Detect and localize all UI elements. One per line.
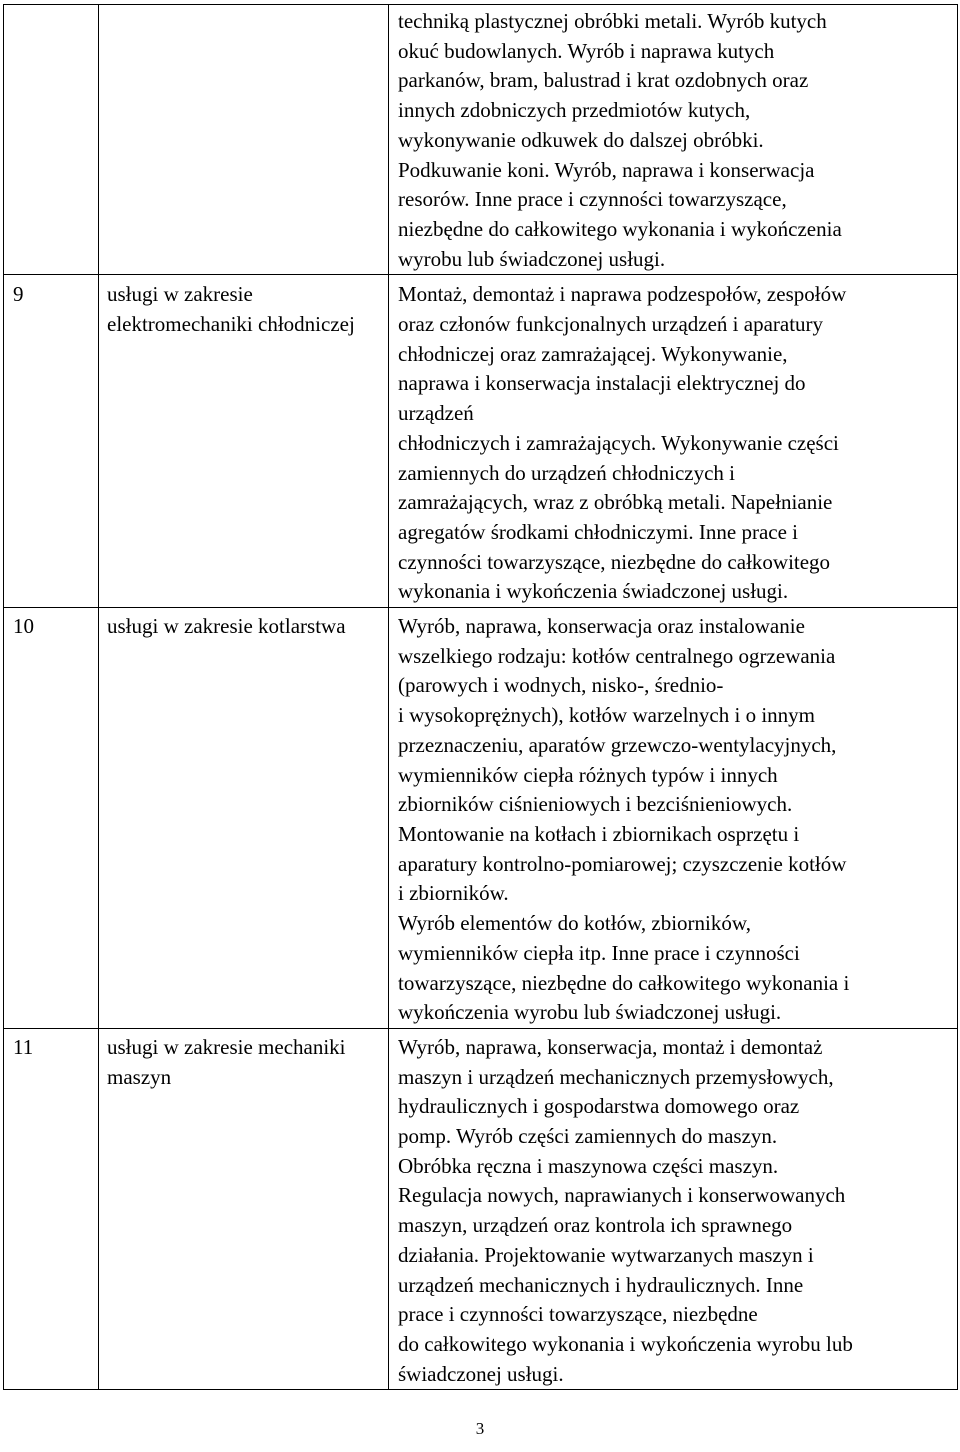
description-line: chłodniczej oraz zamrażającej. Wykonywanie, [398,341,788,366]
description-line: przeznaczeniu, aparatów grzewczo-wentylacyjnych, [398,732,837,757]
service-name: usługi w zakresie mechaniki maszyn [99,1028,389,1389]
description-line: okuć budowlanych. Wyrób i naprawa kutych [398,38,775,63]
row-number: 10 [4,608,99,1029]
description-line: i wysokoprężnych), kotłów warzelnych i o innym [398,703,815,728]
service-name [99,5,389,275]
page-number: 3 [475,1419,485,1438]
description-line: zamiennych do urządzeń chłodniczych i [398,460,736,485]
description-line: resorów. Inne prace i czynności towarzyszące, [398,187,787,212]
description-line: hydraulicznych i gospodarstwa domowego oraz [398,1094,800,1119]
row-number: 9 [4,275,99,608]
service-description [389,275,958,608]
table-row [4,275,958,608]
description-line: urządzeń mechanicznych i hydraulicznych. Inne [398,1272,804,1297]
description-line: Regulacja nowych, naprawianych i konserwowanych [398,1183,846,1208]
description-line: wykończenia wyrobu lub świadczonej usługi. [398,1000,782,1025]
description-line: pomp. Wyrób części zamiennych do maszyn. [398,1124,778,1149]
description-line: wszelkiego rodzaju: kotłów centralnego ogrzewania [398,643,836,668]
table-row [4,1028,958,1389]
services-table [3,4,958,1390]
description-line: aparatury kontrolno-pomiarowej; czyszczenie kotłów [398,851,847,876]
description-line: oraz członów funkcjonalnych urządzeń i aparatury [398,312,824,337]
description-line: wymienników ciepła różnych typów i innych [398,762,778,787]
description-line: Podkuwanie koni. Wyrób, naprawa i konserwacja [398,157,815,182]
description-line: techniką plastycznej obróbki metali. Wyrób kutych [398,9,827,33]
description-line: (parowych i wodnych, nisko-, średnio- [398,673,724,698]
description-line: niezbędne do całkowitego wykonania i wykończenia [398,216,842,241]
description-line: maszyn i urządzeń mechanicznych przemysłowych, [398,1064,834,1089]
description-line: maszyn, urządzeń oraz kontrola ich sprawnego [398,1213,793,1238]
description-line: innych zdobniczych przedmiotów kutych, [398,98,751,123]
description-line: do całkowitego wykonania i wykończenia wyrobu lub [398,1331,853,1356]
description-line: czynności towarzyszące, niezbędne do całkowitego [398,549,831,574]
table-row [4,5,958,275]
description-line: Wyrób elementów do kotłów, zbiorników, [398,911,751,936]
row-number [4,5,99,275]
description-line: wymienników ciepła itp. Inne prace i czynności [398,940,800,965]
description-line: świadczonej usługi. [398,1361,564,1386]
row-number: 11 [4,1028,99,1389]
description-line: parkanów, bram, balustrad i krat ozdobnych oraz [398,68,809,93]
description-line: chłodniczych i zamrażających. Wykonywanie części [398,430,839,455]
service-description [389,608,958,1029]
description-line: Wyrób, naprawa, konserwacja, montaż i demontaż [398,1034,823,1059]
description-line: wykonywanie odkuwek do dalszej obróbki. [398,127,764,152]
description-line: zamrażających, wraz z obróbką metali. Napełnianie [398,490,833,515]
description-line: wykonania i wykończenia świadczonej usługi. [398,579,789,604]
description-line: naprawa i konserwacja instalacji elektrycznej do [398,371,806,396]
description-line: urządzeń [398,401,474,426]
description-line: agregatów środkami chłodniczymi. Inne prace i [398,519,799,544]
service-description [389,5,958,275]
service-name: usługi w zakresie kotlarstwa [99,608,389,1029]
description-line: towarzyszące, niezbędne do całkowitego wykonania i [398,970,850,995]
description-line: i zbiorników. [398,881,509,906]
description-line: działania. Projektowanie wytwarzanych maszyn i [398,1242,814,1267]
table-row [4,608,958,1029]
description-line: zbiorników ciśnieniowych i bezciśnieniowych. [398,792,793,817]
description-line: Wyrób, naprawa, konserwacja oraz instalowanie [398,614,805,639]
description-line: Obróbka ręczna i maszynowa części maszyn. [398,1153,779,1178]
description-line: wyrobu lub świadczonej usługi. [398,246,666,271]
services-table-body [4,5,958,1390]
description-line: Montowanie na kotłach i zbiornikach osprzętu i [398,821,800,846]
service-description [389,1028,958,1389]
description-line: Montaż, demontaż i naprawa podzespołów, zespołów [398,282,847,307]
service-name: usługi w zakresie elektromechaniki chłodniczej [99,275,389,608]
description-line: prace i czynności towarzyszące, niezbędne [398,1302,758,1327]
